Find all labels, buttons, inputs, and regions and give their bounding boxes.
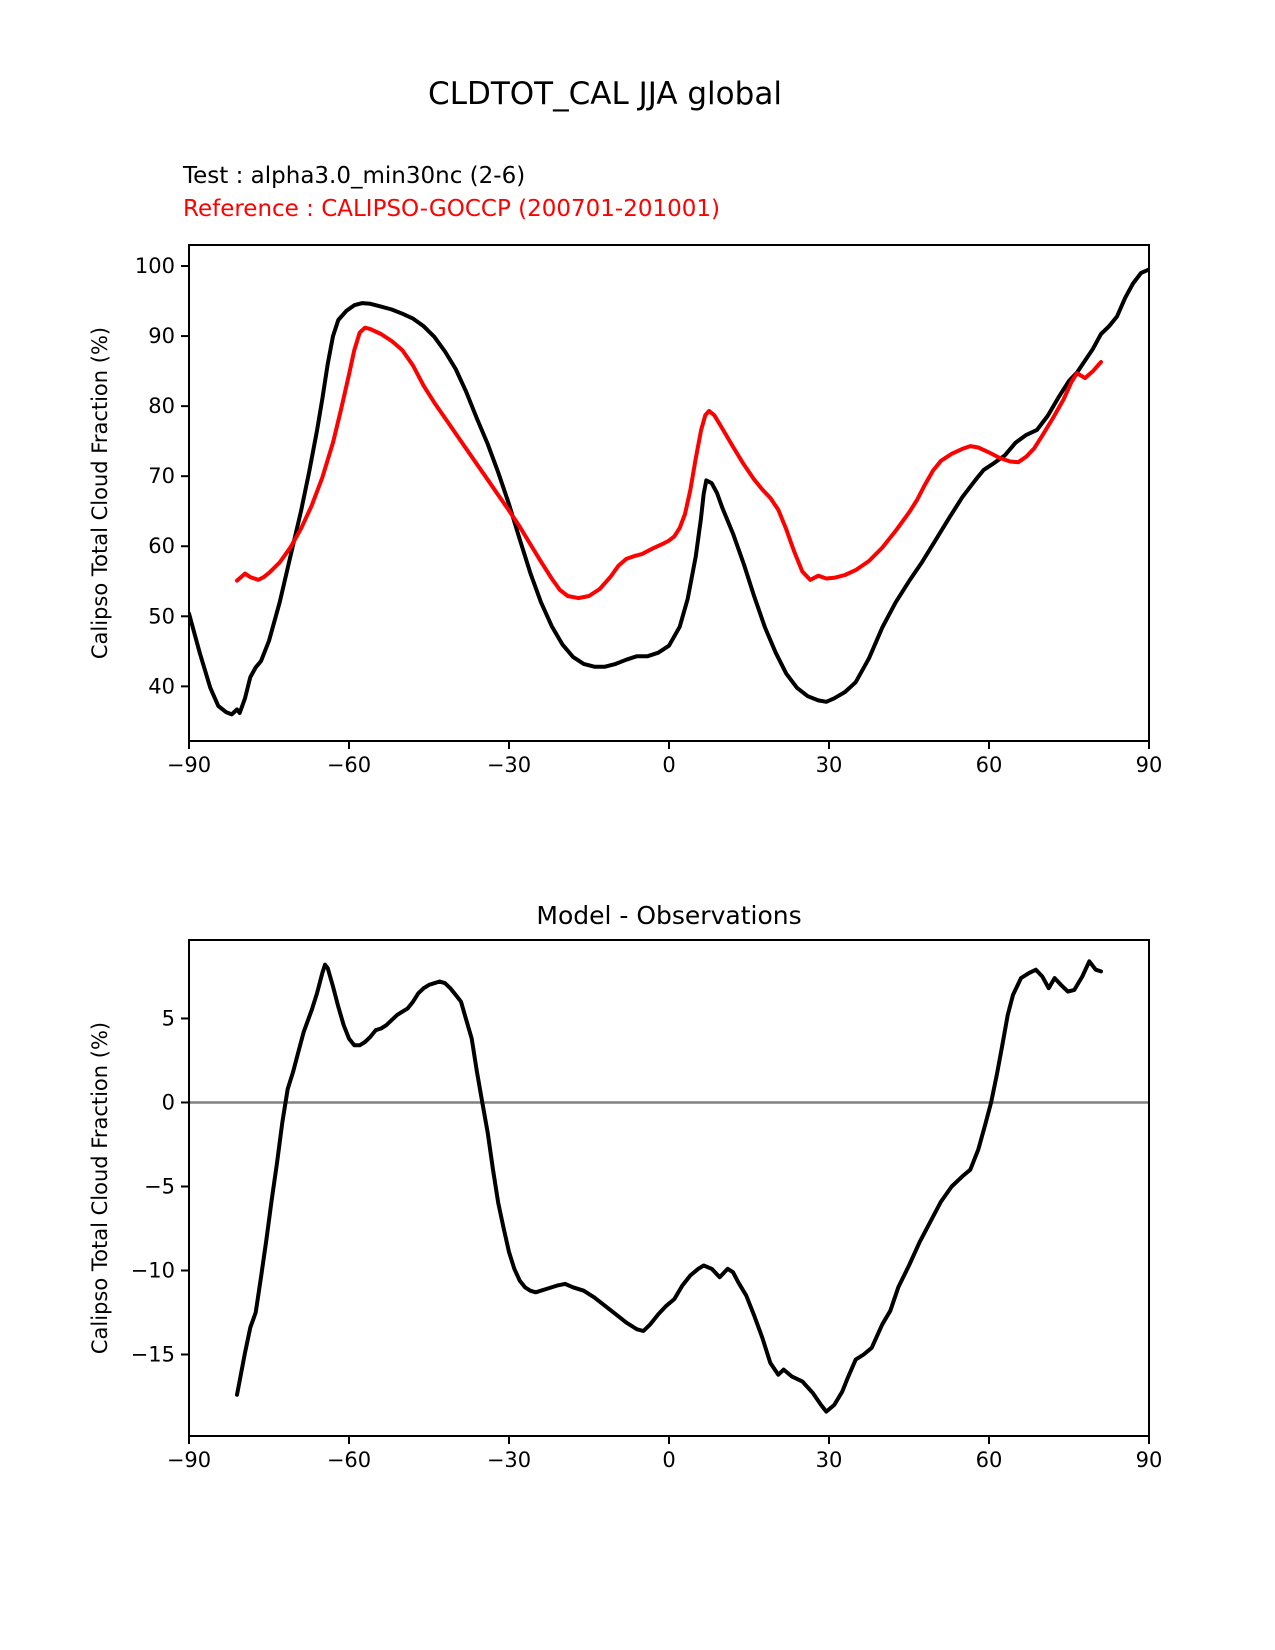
x-tick-label: 90 xyxy=(1135,753,1163,777)
plot-frame xyxy=(189,245,1149,741)
legend-test-label: Test : alpha3.0_min30nc (2-6) xyxy=(183,163,526,189)
figure-title: CLDTOT_CAL JJA global xyxy=(428,76,782,112)
y-tick-label: −15 xyxy=(130,1342,175,1367)
axes-title: Model - Observations xyxy=(536,901,802,930)
x-tick-label: −30 xyxy=(486,1448,532,1472)
y-tick-label: 0 xyxy=(161,1090,175,1115)
y-axis-label: Calipso Total Cloud Fraction (%) xyxy=(88,326,112,660)
x-tick-label: −60 xyxy=(326,753,372,777)
x-tick-label: 60 xyxy=(975,1448,1003,1472)
y-axis-label: Calipso Total Cloud Fraction (%) xyxy=(88,1021,112,1355)
difference-line xyxy=(237,961,1101,1411)
y-tick-label: −10 xyxy=(130,1258,175,1283)
y-tick-label: 100 xyxy=(134,254,175,279)
y-tick-label: 70 xyxy=(148,464,175,489)
x-tick-label: −60 xyxy=(326,1448,372,1472)
x-tick-label: 0 xyxy=(662,753,676,777)
y-tick-label: 50 xyxy=(148,604,175,629)
y-tick-label: 5 xyxy=(161,1006,175,1031)
y-tick-label: 90 xyxy=(148,324,175,349)
y-tick-label: −5 xyxy=(144,1174,175,1199)
x-tick-label: 30 xyxy=(815,1448,843,1472)
x-tick-label: −30 xyxy=(486,753,532,777)
x-tick-label: 0 xyxy=(662,1448,676,1472)
x-tick-label: −90 xyxy=(166,753,212,777)
test-line xyxy=(189,270,1149,715)
x-tick-label: −90 xyxy=(166,1448,212,1472)
plot-frame xyxy=(189,940,1149,1436)
y-tick-label: 40 xyxy=(148,674,175,699)
x-tick-label: 30 xyxy=(815,753,843,777)
y-tick-label: 80 xyxy=(148,394,175,419)
y-tick-label: 60 xyxy=(148,534,175,559)
x-tick-label: 90 xyxy=(1135,1448,1163,1472)
x-tick-label: 60 xyxy=(975,753,1003,777)
legend-reference-label: Reference : CALIPSO-GOCCP (200701-201001) xyxy=(183,196,721,222)
reference-line xyxy=(237,328,1101,598)
